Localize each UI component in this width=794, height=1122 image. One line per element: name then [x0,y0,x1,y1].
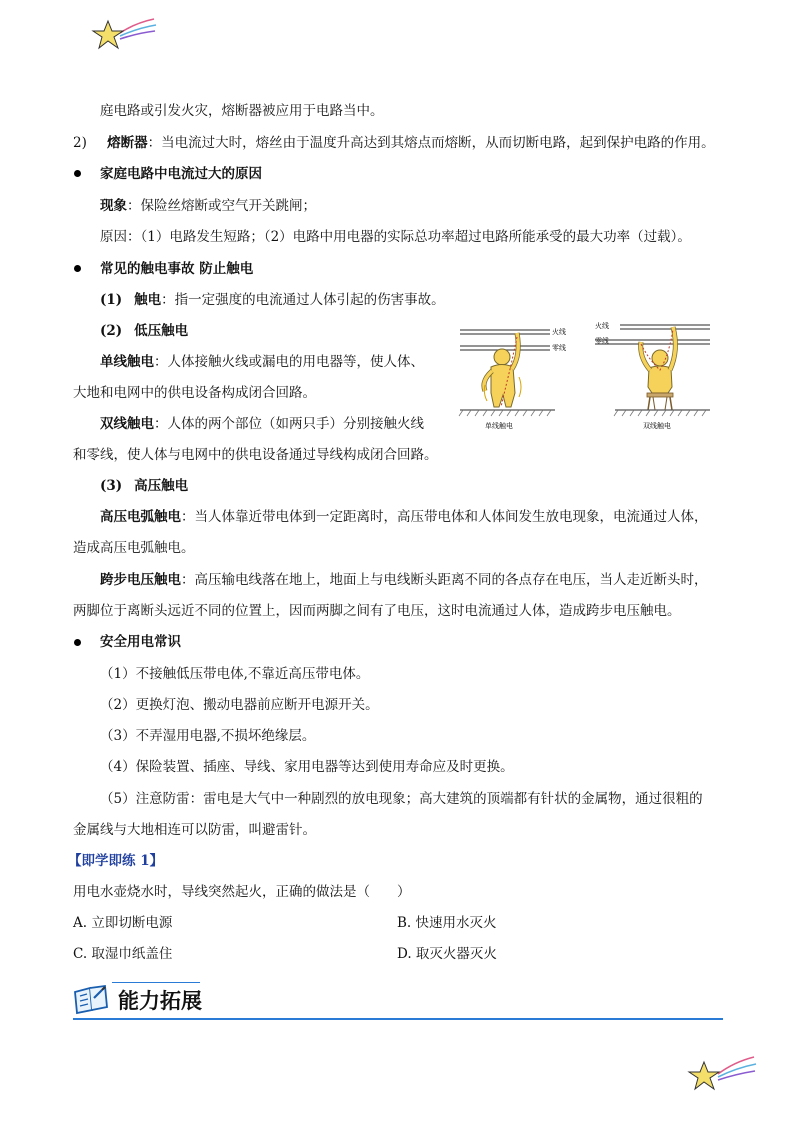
option-c[interactable]: C. 取湿巾纸盖住 [73,946,173,962]
shock-item2 [100,321,188,341]
section-title: 能力拓展 [118,989,202,1013]
option-d[interactable]: D. 取灭火器灭火 [397,946,497,962]
right-caption: 双线触电 [643,422,671,430]
single-term: 单线触电 [100,354,154,370]
option-b[interactable]: B. 快速用水灭火 [397,915,497,931]
safety-item-2: （2）更换灯泡、搬动电器前应断开电源开关。 [100,697,379,713]
bullet [74,265,81,272]
left-wire1-label: 火线 [552,328,566,336]
arc-line-1 [100,507,708,527]
phenomenon-label: 现象 [100,198,127,214]
overcurrent-heading: 家庭电路中电流过大的原因 [100,166,262,182]
arc-text1: ：当人体靠近带电体到一定距离时，高压带电体和人体间发生放电现象，电流通过人体， [181,509,708,525]
item2-num: (2) [100,323,123,339]
item1-num: (1) [100,292,123,308]
book-icon [72,984,112,1016]
double-text1: ：人体的两个部位（如两只手）分别接触火线 [154,416,424,432]
exercise-tag: 【即学即练 1】 [68,853,164,869]
fuse-num: 2) [73,135,87,151]
intro-tail: 庭电路或引发火灾，熔断器被应用于电路当中。 [100,103,384,119]
star-decoration-top [90,15,160,57]
phenomenon-line [100,196,316,216]
electric-shock-figure [455,315,720,435]
shock-heading: 常见的触电事故 防止触电 [100,261,254,277]
shock-item1 [100,290,445,310]
item1-term: 触电 [134,292,162,308]
double-line-2: 和零线，使人体与电网中的供电设备通过导线构成闭合回路。 [73,447,438,463]
safety-item-5: （5）注意防雷：雷电是大气中一种剧烈的放电现象；高大建筑的顶端都有针状的金属物，通过很粗的 [100,791,703,807]
right-wire1-label: 火线 [595,322,609,330]
single-line-1 [100,352,424,372]
fuse-text: ：当电流过大时，熔丝由于温度升高达到其熔点而熔断，从而切断电路，起到保护电路的作用。 [147,135,715,151]
exercise-question: 用电水壶烧水时，导线突然起火，正确的做法是（ ） [73,884,411,900]
single-text1: ：人体接触火线或漏电的用电器等，使人体、 [154,354,424,370]
safety-item-1: （1）不接触低压带电体,不靠近高压带电体。 [100,666,370,682]
step-line-1 [100,570,708,590]
step-term: 跨步电压触电 [100,572,181,588]
safety-item-5-cont: 金属线与大地相连可以防雷，叫避雷针。 [73,822,316,838]
step-text1: ：高压输电线落在地上，地面上与电线断头距离不同的各点存在电压，当人走近断头时， [181,572,708,588]
arc-term: 高压电弧触电 [100,509,181,525]
section-underline [73,1018,723,1020]
phenomenon-text: ：保险丝熔断或空气开关跳闸； [127,198,316,214]
option-a[interactable]: A. 立即切断电源 [73,915,173,931]
bullet [74,170,81,177]
arc-line-2: 造成高压电弧触电。 [73,540,195,556]
fuse-term: 熔断器 [107,135,148,151]
left-wire2-label: 零线 [552,344,566,352]
section-top-rule [112,982,200,983]
safety-item-4: （4）保险装置、插座、导线、家用电器等达到使用寿命应及时更换。 [100,759,514,775]
step-line-2: 两脚位于离断头远近不同的位置上，因而两脚之间有了电压，这时电流通过人体，造成跨步电压触电。 [73,603,681,619]
shock-item3 [100,476,188,496]
item1-text: ：指一定强度的电流通过人体引起的伤害事故。 [161,292,445,308]
bullet [74,639,81,646]
double-line-1 [100,414,424,434]
safety-item-3: （3）不弄湿用电器,不损坏绝缘层。 [100,728,316,744]
cause-line: 原因：（1）电路发生短路；（2）电路中用电器的实际总功率超过电路所能承受的最大功率（过载）。 [100,229,691,245]
left-caption: 单线触电 [485,422,513,430]
star-decoration-bottom [686,1052,760,1098]
fuse-paragraph [73,133,715,153]
item3-title: 高压触电 [134,478,189,494]
right-wire2-label: 零线 [595,337,609,345]
item3-num: (3) [100,478,123,494]
single-line-2: 大地和电网中的供电设备构成闭合回路。 [73,385,316,401]
item2-title: 低压触电 [134,323,189,339]
double-term: 双线触电 [100,416,154,432]
safety-heading: 安全用电常识 [100,634,181,650]
